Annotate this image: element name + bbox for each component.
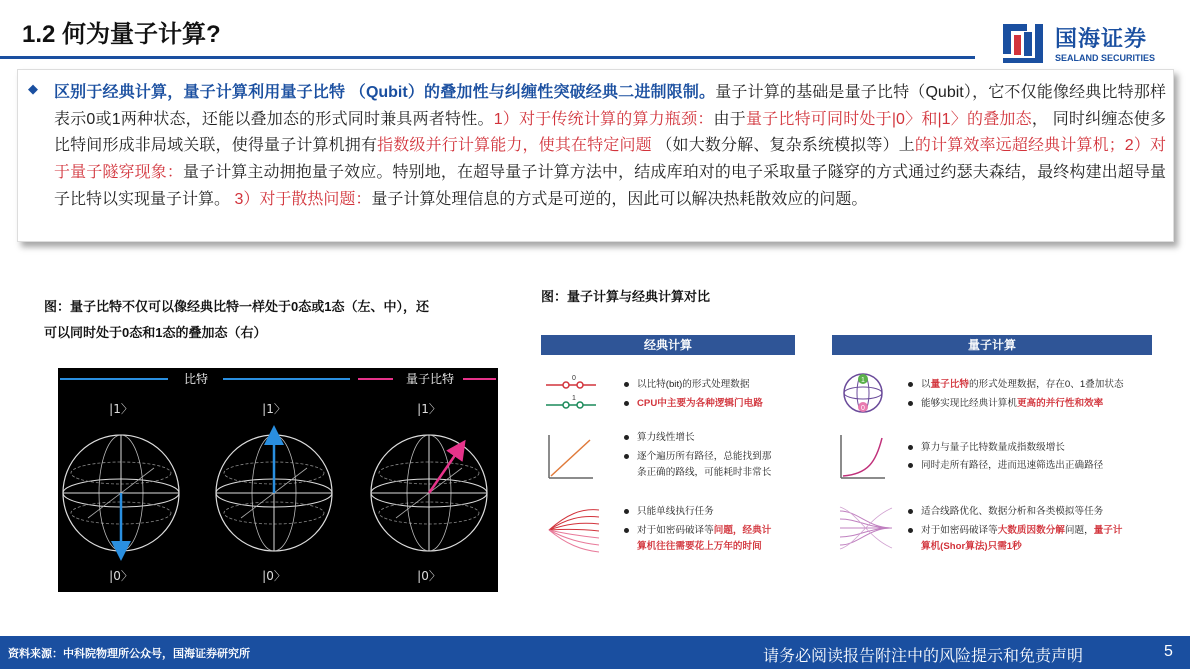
footer-bar	[0, 636, 1190, 669]
exponential-growth-icon	[838, 432, 888, 482]
bit-one-label: 1	[572, 395, 576, 402]
ket-one: |1〉	[109, 402, 133, 416]
fig-left-caption-1: 图：量子比特不仅可以像经典比特一样处于0态或1态（左、中），还	[44, 299, 429, 314]
qubit-icon	[840, 370, 886, 416]
qubit-zero-label: 0	[861, 405, 865, 412]
sphere-zero	[63, 402, 179, 583]
classic-item: 逐个遍历所有路径，总能找到那 条正确的路线，可能耗时非常长	[624, 449, 794, 481]
quantum-item: 适合线路优化、数据分析和各类模拟等任务	[908, 504, 1103, 520]
quantum-item: 同时走所有路径，进而迅速筛选出正确路径	[908, 458, 1103, 474]
summary-seg: 指数级并行计算能力	[377, 137, 523, 155]
single-path-icon	[546, 505, 602, 555]
footer-source: 资料来源：中科院物理所公众号，国海证券研究所	[8, 648, 250, 660]
summary-seg: 量子计算的基础是量子比特（Qubit），它不仅能像经典比特那样表示0或1两种状态，还能以叠加态的形式同时兼具两者特性。	[54, 84, 1166, 128]
sphere-one	[216, 402, 332, 583]
summary-lead: 区别于经典计算，量子计算利用量子比特 （Qubit）的叠加性与纠缠性突破经典二进制限制。	[54, 84, 716, 101]
ket-zero: |0〉	[109, 569, 133, 583]
logo-mark-icon	[1000, 20, 1048, 66]
summary-seg: 由于	[713, 110, 746, 128]
classic-header: 经典计算	[541, 335, 795, 355]
page-number: 5	[1164, 643, 1173, 660]
sphere-superposition	[371, 402, 487, 583]
classic-item: CPU中主要为各种逻辑门电路	[624, 396, 763, 412]
summary-text	[54, 80, 1166, 214]
diamond-bullet-icon: ◆	[28, 81, 38, 96]
fig-right-caption: 图：量子计算与经典计算对比	[541, 289, 711, 304]
logo-text-cn: 国海证券	[1055, 26, 1148, 51]
classic-item: 只能单线执行任务	[624, 504, 714, 520]
logo	[1000, 20, 1170, 68]
summary-box	[17, 69, 1174, 242]
logo-text-en: SEALAND SECURITIES	[1055, 53, 1156, 63]
ket-one: |1〉	[262, 402, 286, 416]
bloch-sphere-figure	[58, 368, 498, 592]
label-qubit: 量子比特	[405, 372, 455, 386]
page-title: 1.2 何为量子计算?	[22, 21, 221, 48]
quantum-header: 量子计算	[832, 335, 1152, 355]
classic-item: 以比特(bit)的形式处理数据	[624, 377, 749, 393]
ket-zero: |0〉	[417, 569, 441, 583]
quantum-item: 能够实现比经典计算机更高的并行性和效率	[908, 396, 1103, 412]
linear-growth-icon	[546, 432, 596, 482]
fig-left-caption-2: 可以同时处于0态和1态的叠加态（右）	[44, 325, 267, 340]
summary-seg: 量子计算主动拥抱量子效应。特别地，在超导量子计算方法中，结成库珀对的电子采取量子隧穿的方式通过约瑟夫森结，最终构建出超导量子比特以实现量子计算。	[54, 164, 1166, 208]
ket-zero: |0〉	[262, 569, 286, 583]
summary-seg: 1）对于传统计算的算力瓶颈：	[493, 110, 714, 128]
quantum-item: 算力与量子比特数量成指数级增长	[908, 440, 1065, 456]
bit-zero-label: 0	[572, 375, 576, 382]
bloch-spheres-svg	[58, 368, 498, 592]
summary-seg: 量子比特可同时处于|0〉和|1〉的叠加态	[745, 110, 1032, 128]
parallel-path-icon	[838, 503, 894, 553]
summary-seg: 的计算效率远超经典计算机；2）对于量子隧穿现象：	[54, 137, 1166, 182]
title-rule	[0, 56, 975, 59]
summary-seg: 量子计算处理信息的方式是可逆的，因此可以解决热耗散效应的问题。	[371, 190, 868, 208]
logic-gate-icon	[544, 374, 600, 414]
summary-seg: 3）对于散热问题：	[230, 190, 372, 208]
ket-one: |1〉	[417, 402, 441, 416]
footer-disclaimer: 请务必阅读报告附注中的风险提示和免责声明	[763, 648, 1084, 665]
label-bit: 比特	[183, 372, 209, 386]
quantum-item: 以量子比特的形式处理数据，存在0、1叠加状态	[908, 377, 1124, 393]
qubit-one-label: 1	[861, 377, 865, 384]
quantum-item: 对于如密码破译等大数质因数分解问题，量子计 算机(Shor算法)只需1秒	[908, 523, 1153, 555]
summary-seg: （如大数分解、复杂系统模拟等）上	[651, 137, 915, 155]
classic-item: 对于如密码破译等问题，经典计 算机往往需要花上万年的时间	[624, 523, 794, 555]
summary-seg: ， 同时纠缠态使多比特间形成非局域关联，使得量子计算机拥有	[54, 110, 1166, 155]
summary-seg: ，使其在特定问题	[522, 137, 652, 155]
classic-item: 算力线性增长	[624, 430, 695, 446]
